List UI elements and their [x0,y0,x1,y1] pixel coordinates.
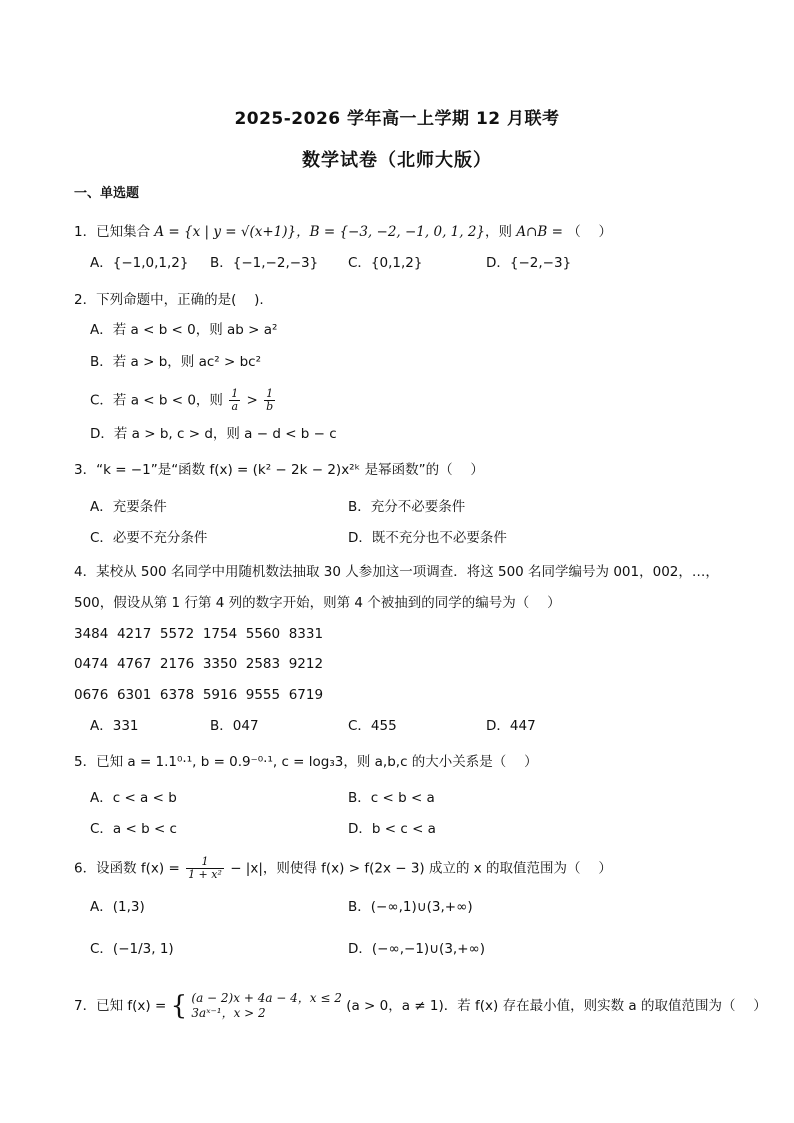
q1-stem-c: （ ） [567,224,612,240]
question-4-line1: 4．某校从 500 名同学中用随机数法抽取 30 人参加这一项调查．将这 500 名同学编号为 001，002，…， [74,564,719,580]
q1-option-b: B．{−1,−2,−3} [210,255,319,271]
q7-stem-post: (a > 0，a ≠ 1)．若 f(x) 存在最小值，则实数 a 的取值范围为（ ） [346,998,767,1014]
question-3-stem: 3．“k = −1”是“函数 f(x) = (k² − 2k − 2)x²ᵏ 是幂函数”的（ ） [74,462,484,478]
q3-option-a: A．充要条件 [90,499,167,515]
question-4-line2: 500，假设从第 1 行第 4 列的数字开始，则第 4 个被抽到的同学的编号为（ ） [74,595,561,611]
q7-piecewise [191,991,341,1021]
question-7-stem [74,988,767,1024]
q6-option-b: B．(−∞,1)∪(3,+∞) [348,899,473,915]
q6-stem-pre: 6．设函数 f(x) = [74,860,180,877]
q6-option-d: D．(−∞,−1)∪(3,+∞) [348,941,486,957]
q4-option-a: A．331 [90,718,139,734]
q6-stem-post: − |x|，则使得 f(x) > f(2x − 3) 成立的 x 的取值范围为（ ） [230,860,612,877]
q4-option-b: B．047 [210,718,259,734]
q6-option-a: A．(1,3) [90,899,145,915]
section-heading: 一、单选题 [74,186,140,201]
q6-option-c: C．(−1/3, 1) [90,941,174,957]
q7-brace: { [170,991,188,1021]
q2-option-c-text: C．若 a < b < 0，则 [90,392,223,409]
q1-option-c: C．{0,1,2} [348,255,423,271]
q3-option-b: B．充分不必要条件 [348,499,466,515]
q2-frac-a: $\frac{1}{a}$ [231,387,239,413]
q1-option-a: A．{−1,0,1,2} [90,255,189,271]
q1-option-d: D．{−2,−3} [486,255,572,271]
q2-option-c: C．若 a < b < 0，则 $\frac{1}{a}$ > $\frac{1}{b}$ [90,387,274,413]
q1-expr: A∩B = [516,224,563,240]
q2-frac-b: $\frac{1}{b}$ [266,387,274,413]
question-6-stem [74,856,612,881]
q7-piece-2: 3aˣ⁻¹，x > 2 [191,1006,266,1020]
exam-subtitle: 数学试卷（北师大版） [302,150,492,171]
q1-stem-a: 1．已知集合 [74,224,151,240]
q5-option-b: B．c < b < a [348,790,435,806]
q1-stem-b: ，则 [485,224,513,240]
q7-stem-pre: 7．已知 f(x) = [74,998,167,1014]
q2-option-d: D．若 a > b, c > d，则 a − d < b − c [90,426,337,442]
q6-frac-den: 1 + x² [188,868,222,881]
q5-option-a: A．c < a < b [90,790,177,806]
q5-option-d: D．b < c < a [348,821,436,837]
exam-title: 2025-2026 学年高一上学期 12 月联考 [234,109,560,129]
question-2-stem: 2．下列命题中，正确的是( ). [74,292,264,308]
random-table-row: 0676 6301 6378 5916 9555 6719 [74,687,324,703]
q4-option-d: D．447 [486,718,536,734]
random-table-row: 3484 4217 5572 1754 5560 8331 [74,626,324,642]
q6-frac-num: 1 [186,856,224,869]
q1-sets: A = {x | y = √(x+1)}，B = {−3, −2, −1, 0, 1, 2} [154,224,486,240]
q5-option-c: C．a < b < c [90,821,177,837]
question-1-stem [74,222,612,242]
q2-option-b: B．若 a > b，则 ac² > bc² [90,354,261,370]
q3-option-d: D．既不充分也不必要条件 [348,530,507,546]
random-table-row: 0474 4767 2176 3350 2583 9212 [74,656,324,672]
question-5-stem: 5．已知 a = 1.1⁰·¹, b = 0.9⁻⁰·¹, c = log₃3，则 a,b,c 的大小关系是（ ） [74,754,538,770]
q2-option-a: A．若 a < b < 0，则 ab > a² [90,322,278,338]
q6-fraction [186,856,224,881]
q7-piece-1: (a − 2)x + 4a − 4，x ≤ 2 [191,991,342,1005]
q4-option-c: C．455 [348,718,397,734]
q3-option-c: C．必要不充分条件 [90,530,208,546]
